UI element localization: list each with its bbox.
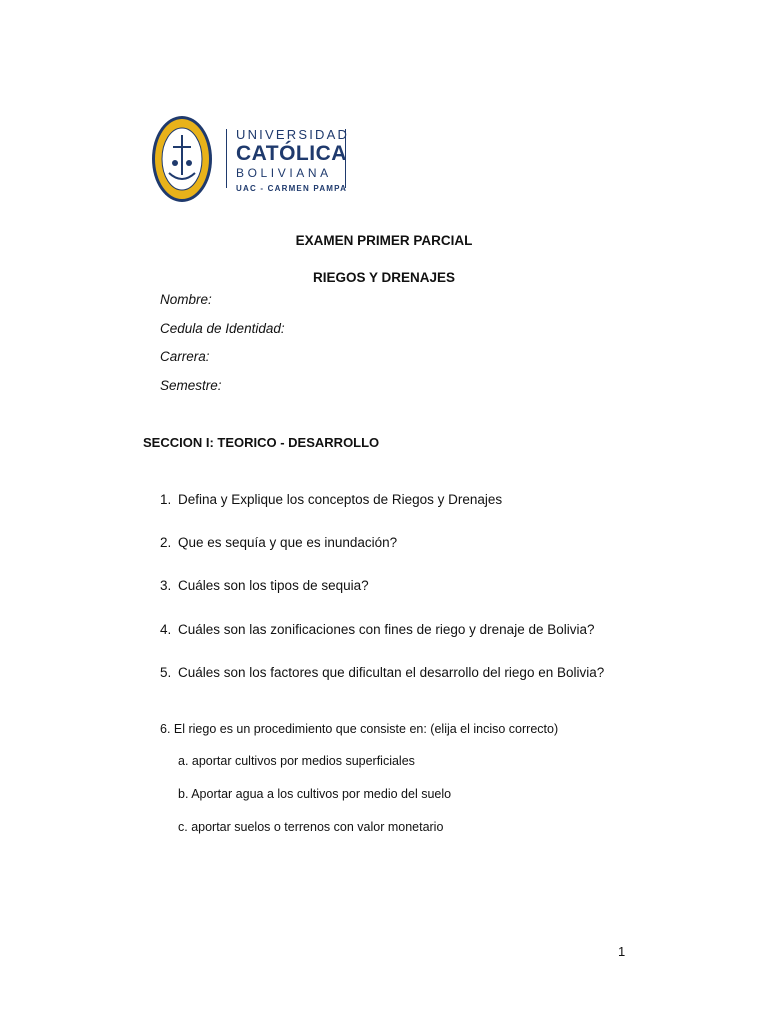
field-cedula: Cedula de Identidad: — [160, 321, 285, 336]
question-6: 6. El riego es un procedimiento que consiste en: (elija el inciso correcto) — [160, 722, 559, 736]
logo-line-catolica: CATÓLICA — [236, 142, 347, 165]
question-number: 4. — [160, 622, 172, 637]
university-wordmark — [236, 127, 349, 194]
question-number: 2. — [160, 535, 172, 550]
question-1 — [160, 492, 502, 507]
question-2 — [160, 535, 397, 550]
option-b: b. Aportar agua a los cultivos por medio del suelo — [178, 787, 452, 801]
page-number: 1 — [618, 944, 626, 959]
question-text: Cuáles son los factores que dificultan el desarrollo del riego en Bolivia? — [178, 665, 605, 680]
option-c: c. aportar suelos o terrenos con valor monetario — [178, 820, 444, 834]
question-number: 3. — [160, 578, 172, 593]
logo-line-universidad: UNIVERSIDAD — [236, 127, 350, 142]
university-seal-logo — [151, 115, 213, 203]
option-a: a. aportar cultivos por medios superficiales — [178, 754, 415, 768]
field-nombre: Nombre: — [160, 292, 212, 307]
question-number: 1. — [160, 492, 172, 507]
question-number: 5. — [160, 665, 172, 680]
question-4 — [160, 622, 595, 637]
question-3 — [160, 578, 369, 593]
logo-line-boliviana: BOLIVIANA — [236, 166, 332, 180]
logo-divider-left — [226, 129, 227, 188]
logo-line-campus: UAC - CARMEN PAMPA — [236, 184, 348, 193]
exam-subject: RIEGOS Y DRENAJES — [312, 270, 456, 285]
question-5 — [160, 665, 604, 680]
question-text: Que es sequía y que es inundación? — [178, 535, 398, 550]
question-text: Defina y Explique los conceptos de Riegos y Drenajes — [178, 492, 503, 507]
exam-title: EXAMEN PRIMER PARCIAL — [295, 233, 473, 248]
question-text: Cuáles son las zonificaciones con fines de riego y drenaje de Bolivia? — [178, 622, 595, 637]
section-heading: SECCION I: TEORICO - DESARROLLO — [143, 435, 380, 450]
question-text: Cuáles son los tipos de sequia? — [178, 578, 369, 593]
field-semestre: Semestre: — [160, 378, 222, 393]
field-carrera: Carrera: — [160, 349, 210, 364]
